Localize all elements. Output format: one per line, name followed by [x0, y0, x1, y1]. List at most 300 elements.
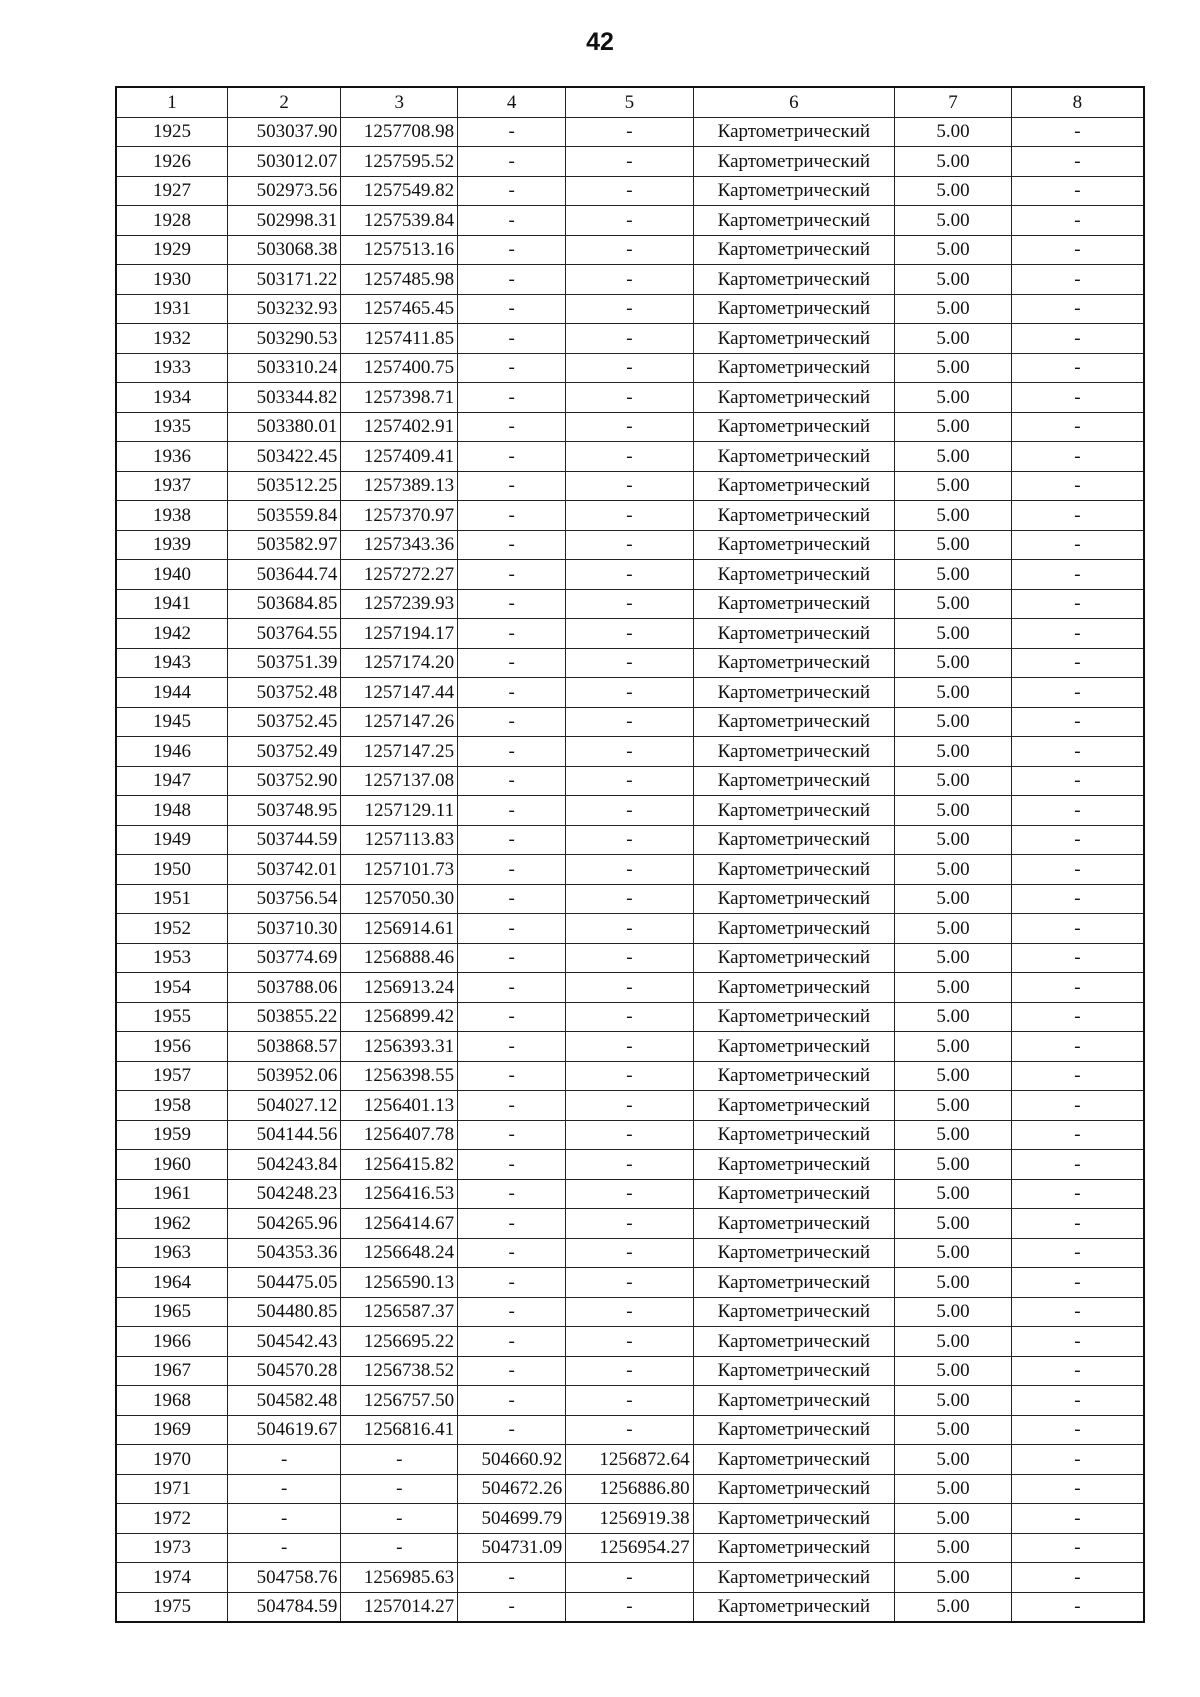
cell-point-number: 1971	[116, 1474, 227, 1504]
cell-point-number: 1972	[116, 1504, 227, 1534]
cell-x-coord-new: -	[458, 353, 566, 383]
cell-method: Картометрический	[693, 1327, 895, 1357]
cell-method: Картометрический	[693, 884, 895, 914]
table-row	[116, 1504, 1144, 1534]
cell-x-coord-existing: 503744.59	[227, 825, 341, 855]
cell-x-coord-new: -	[458, 1356, 566, 1386]
cell-note: -	[1011, 943, 1144, 973]
page-number: 42	[586, 28, 614, 56]
cell-point-number: 1959	[116, 1120, 227, 1150]
cell-x-coord-existing: 503855.22	[227, 1002, 341, 1032]
cell-x-coord-existing: 504480.85	[227, 1297, 341, 1327]
cell-x-coord-existing: 503756.54	[227, 884, 341, 914]
cell-point-number: 1928	[116, 206, 227, 236]
cell-x-coord-new: -	[458, 1238, 566, 1268]
cell-note: -	[1011, 1563, 1144, 1593]
cell-y-coord-new: 1256919.38	[566, 1504, 693, 1534]
cell-x-coord-existing: 504265.96	[227, 1209, 341, 1239]
cell-y-coord-existing: 1256416.53	[341, 1179, 458, 1209]
cell-point-number: 1947	[116, 766, 227, 796]
cell-y-coord-new: -	[566, 589, 693, 619]
cell-y-coord-existing: 1256398.55	[341, 1061, 458, 1091]
cell-x-coord-new: -	[458, 766, 566, 796]
cell-point-number: 1943	[116, 648, 227, 678]
cell-y-coord-new: -	[566, 235, 693, 265]
cell-point-number: 1945	[116, 707, 227, 737]
cell-accuracy: 5.00	[895, 1415, 1012, 1445]
cell-y-coord-new: -	[566, 1327, 693, 1357]
cell-accuracy: 5.00	[895, 530, 1012, 560]
table-row	[116, 206, 1144, 236]
table-row	[116, 1120, 1144, 1150]
cell-point-number: 1941	[116, 589, 227, 619]
cell-y-coord-existing: 1257402.91	[341, 412, 458, 442]
cell-x-coord-existing: 503171.22	[227, 265, 341, 295]
table-row	[116, 1445, 1144, 1475]
cell-method: Картометрический	[693, 560, 895, 590]
cell-x-coord-new: -	[458, 1061, 566, 1091]
cell-x-coord-new: -	[458, 530, 566, 560]
cell-method: Картометрический	[693, 471, 895, 501]
cell-accuracy: 5.00	[895, 1179, 1012, 1209]
table-row	[116, 914, 1144, 944]
table-row	[116, 1563, 1144, 1593]
cell-point-number: 1967	[116, 1356, 227, 1386]
cell-x-coord-new: -	[458, 1415, 566, 1445]
cell-accuracy: 5.00	[895, 1445, 1012, 1475]
cell-y-coord-existing: 1257194.17	[341, 619, 458, 649]
table-row	[116, 501, 1144, 531]
table-row	[116, 265, 1144, 295]
cell-y-coord-new: 1256954.27	[566, 1533, 693, 1563]
cell-x-coord-new: -	[458, 1563, 566, 1593]
cell-y-coord-new: -	[566, 855, 693, 885]
cell-method: Картометрический	[693, 1150, 895, 1180]
cell-y-coord-new: -	[566, 147, 693, 177]
cell-note: -	[1011, 353, 1144, 383]
cell-y-coord-existing: 1257708.98	[341, 117, 458, 147]
cell-method: Картометрический	[693, 206, 895, 236]
cell-point-number: 1973	[116, 1533, 227, 1563]
cell-point-number: 1951	[116, 884, 227, 914]
cell-method: Картометрический	[693, 943, 895, 973]
cell-point-number: 1953	[116, 943, 227, 973]
cell-x-coord-new: -	[458, 1209, 566, 1239]
cell-point-number: 1963	[116, 1238, 227, 1268]
cell-point-number: 1948	[116, 796, 227, 826]
cell-x-coord-existing: -	[227, 1445, 341, 1475]
cell-x-coord-new: -	[458, 383, 566, 413]
cell-y-coord-existing: 1256414.67	[341, 1209, 458, 1239]
header-row	[116, 87, 1144, 117]
cell-accuracy: 5.00	[895, 1327, 1012, 1357]
cell-note: -	[1011, 1032, 1144, 1062]
table-row	[116, 1297, 1144, 1327]
cell-method: Картометрический	[693, 914, 895, 944]
cell-note: -	[1011, 1002, 1144, 1032]
cell-y-coord-existing: 1256648.24	[341, 1238, 458, 1268]
cell-note: -	[1011, 619, 1144, 649]
cell-y-coord-existing: -	[341, 1504, 458, 1534]
table-row	[116, 884, 1144, 914]
cell-accuracy: 5.00	[895, 560, 1012, 590]
cell-point-number: 1958	[116, 1091, 227, 1121]
cell-method: Картометрический	[693, 324, 895, 354]
cell-x-coord-existing: 502998.31	[227, 206, 341, 236]
cell-y-coord-new: -	[566, 737, 693, 767]
cell-y-coord-existing: 1256415.82	[341, 1150, 458, 1180]
cell-y-coord-new: -	[566, 1238, 693, 1268]
cell-note: -	[1011, 973, 1144, 1003]
table-row	[116, 471, 1144, 501]
cell-x-coord-new: 504672.26	[458, 1474, 566, 1504]
cell-point-number: 1934	[116, 383, 227, 413]
cell-x-coord-existing: 503752.45	[227, 707, 341, 737]
column-header-4: 4	[458, 87, 566, 117]
column-header-7: 7	[895, 87, 1012, 117]
cell-point-number: 1965	[116, 1297, 227, 1327]
cell-note: -	[1011, 1327, 1144, 1357]
cell-note: -	[1011, 1415, 1144, 1445]
cell-x-coord-new: -	[458, 117, 566, 147]
table-row	[116, 648, 1144, 678]
table-row	[116, 855, 1144, 885]
cell-point-number: 1929	[116, 235, 227, 265]
cell-method: Картометрический	[693, 1120, 895, 1150]
cell-x-coord-existing: 504475.05	[227, 1268, 341, 1298]
cell-y-coord-new: -	[566, 383, 693, 413]
cell-point-number: 1939	[116, 530, 227, 560]
cell-x-coord-existing: 504027.12	[227, 1091, 341, 1121]
cell-x-coord-existing: 503952.06	[227, 1061, 341, 1091]
table-row	[116, 707, 1144, 737]
cell-y-coord-existing: 1257113.83	[341, 825, 458, 855]
cell-method: Картометрический	[693, 412, 895, 442]
cell-y-coord-new: -	[566, 973, 693, 1003]
cell-x-coord-new: -	[458, 589, 566, 619]
cell-x-coord-existing: 503582.97	[227, 530, 341, 560]
cell-x-coord-existing: 503751.39	[227, 648, 341, 678]
cell-x-coord-new: -	[458, 914, 566, 944]
cell-method: Картометрический	[693, 1415, 895, 1445]
cell-note: -	[1011, 117, 1144, 147]
cell-point-number: 1968	[116, 1386, 227, 1416]
cell-note: -	[1011, 766, 1144, 796]
cell-accuracy: 5.00	[895, 855, 1012, 885]
cell-x-coord-new: -	[458, 1592, 566, 1622]
cell-y-coord-existing: 1256888.46	[341, 943, 458, 973]
cell-x-coord-new: -	[458, 678, 566, 708]
cell-note: -	[1011, 707, 1144, 737]
cell-note: -	[1011, 1504, 1144, 1534]
cell-y-coord-new: -	[566, 265, 693, 295]
cell-point-number: 1954	[116, 973, 227, 1003]
table-row	[116, 619, 1144, 649]
cell-y-coord-existing: 1257239.93	[341, 589, 458, 619]
cell-note: -	[1011, 1268, 1144, 1298]
cell-method: Картометрический	[693, 648, 895, 678]
cell-y-coord-existing: 1257595.52	[341, 147, 458, 177]
cell-y-coord-new: -	[566, 943, 693, 973]
cell-y-coord-new: -	[566, 176, 693, 206]
cell-x-coord-existing: 503037.90	[227, 117, 341, 147]
table-row	[116, 1032, 1144, 1062]
cell-x-coord-existing: 503748.95	[227, 796, 341, 826]
cell-x-coord-new: 504660.92	[458, 1445, 566, 1475]
cell-y-coord-new: -	[566, 648, 693, 678]
cell-y-coord-existing: 1257147.44	[341, 678, 458, 708]
cell-y-coord-existing: 1257389.13	[341, 471, 458, 501]
cell-accuracy: 5.00	[895, 206, 1012, 236]
cell-point-number: 1925	[116, 117, 227, 147]
cell-x-coord-existing: 503422.45	[227, 442, 341, 472]
cell-point-number: 1962	[116, 1209, 227, 1239]
table-row	[116, 294, 1144, 324]
cell-x-coord-new: -	[458, 1386, 566, 1416]
table-row	[116, 147, 1144, 177]
cell-accuracy: 5.00	[895, 589, 1012, 619]
table-row	[116, 1474, 1144, 1504]
cell-point-number: 1932	[116, 324, 227, 354]
cell-method: Картометрический	[693, 707, 895, 737]
cell-note: -	[1011, 471, 1144, 501]
cell-method: Картометрический	[693, 176, 895, 206]
cell-accuracy: 5.00	[895, 1474, 1012, 1504]
cell-y-coord-existing: 1257513.16	[341, 235, 458, 265]
cell-x-coord-existing: 503310.24	[227, 353, 341, 383]
cell-note: -	[1011, 1386, 1144, 1416]
cell-y-coord-existing: 1257400.75	[341, 353, 458, 383]
cell-x-coord-new: -	[458, 1327, 566, 1357]
table-row	[116, 973, 1144, 1003]
cell-y-coord-existing: 1256914.61	[341, 914, 458, 944]
cell-method: Картометрический	[693, 1356, 895, 1386]
cell-x-coord-existing: 503788.06	[227, 973, 341, 1003]
cell-point-number: 1960	[116, 1150, 227, 1180]
cell-y-coord-existing: 1256393.31	[341, 1032, 458, 1062]
cell-point-number: 1961	[116, 1179, 227, 1209]
cell-point-number: 1956	[116, 1032, 227, 1062]
table-row	[116, 560, 1144, 590]
cell-accuracy: 5.00	[895, 825, 1012, 855]
cell-x-coord-new: -	[458, 294, 566, 324]
cell-x-coord-existing: 503068.38	[227, 235, 341, 265]
table-row	[116, 1061, 1144, 1091]
cell-x-coord-existing: 504784.59	[227, 1592, 341, 1622]
cell-x-coord-existing: 503290.53	[227, 324, 341, 354]
cell-y-coord-new: 1256886.80	[566, 1474, 693, 1504]
table-row	[116, 796, 1144, 826]
cell-point-number: 1935	[116, 412, 227, 442]
cell-note: -	[1011, 412, 1144, 442]
cell-y-coord-existing: -	[341, 1445, 458, 1475]
cell-x-coord-existing: 503644.74	[227, 560, 341, 590]
cell-accuracy: 5.00	[895, 1533, 1012, 1563]
cell-accuracy: 5.00	[895, 619, 1012, 649]
cell-note: -	[1011, 265, 1144, 295]
column-header-2: 2	[227, 87, 341, 117]
table-row	[116, 1327, 1144, 1357]
cell-y-coord-existing: -	[341, 1533, 458, 1563]
cell-y-coord-existing: 1257137.08	[341, 766, 458, 796]
cell-x-coord-new: -	[458, 1091, 566, 1121]
cell-x-coord-new: -	[458, 1150, 566, 1180]
cell-accuracy: 5.00	[895, 294, 1012, 324]
cell-y-coord-new: -	[566, 1032, 693, 1062]
table-row	[116, 1533, 1144, 1563]
cell-y-coord-new: -	[566, 412, 693, 442]
table-row	[116, 1179, 1144, 1209]
cell-y-coord-existing: 1257129.11	[341, 796, 458, 826]
cell-note: -	[1011, 1061, 1144, 1091]
cell-x-coord-new: -	[458, 973, 566, 1003]
cell-y-coord-new: -	[566, 1209, 693, 1239]
cell-x-coord-new: -	[458, 265, 566, 295]
table-row	[116, 943, 1144, 973]
cell-y-coord-new: -	[566, 1563, 693, 1593]
cell-y-coord-new: -	[566, 1150, 693, 1180]
cell-x-coord-existing: 504570.28	[227, 1356, 341, 1386]
cell-y-coord-new: -	[566, 707, 693, 737]
cell-y-coord-new: -	[566, 560, 693, 590]
table-row	[116, 825, 1144, 855]
cell-note: -	[1011, 796, 1144, 826]
cell-accuracy: 5.00	[895, 1238, 1012, 1268]
cell-x-coord-existing: 503512.25	[227, 471, 341, 501]
cell-y-coord-existing: 1256757.50	[341, 1386, 458, 1416]
table-row	[116, 383, 1144, 413]
cell-accuracy: 5.00	[895, 1002, 1012, 1032]
cell-method: Картометрический	[693, 1061, 895, 1091]
cell-note: -	[1011, 206, 1144, 236]
cell-accuracy: 5.00	[895, 442, 1012, 472]
cell-y-coord-existing: 1257411.85	[341, 324, 458, 354]
cell-y-coord-new: -	[566, 825, 693, 855]
cell-accuracy: 5.00	[895, 176, 1012, 206]
cell-point-number: 1936	[116, 442, 227, 472]
cell-y-coord-existing: 1256695.22	[341, 1327, 458, 1357]
cell-method: Картометрический	[693, 383, 895, 413]
cell-y-coord-new: -	[566, 1002, 693, 1032]
cell-method: Картометрический	[693, 530, 895, 560]
cell-y-coord-new: -	[566, 1592, 693, 1622]
cell-y-coord-existing: 1256816.41	[341, 1415, 458, 1445]
cell-method: Картометрический	[693, 147, 895, 177]
cell-y-coord-existing: 1257050.30	[341, 884, 458, 914]
cell-y-coord-existing: 1257465.45	[341, 294, 458, 324]
cell-method: Картометрический	[693, 1238, 895, 1268]
cell-accuracy: 5.00	[895, 1120, 1012, 1150]
cell-x-coord-new: -	[458, 619, 566, 649]
cell-method: Картометрический	[693, 1504, 895, 1534]
cell-y-coord-new: -	[566, 766, 693, 796]
cell-method: Картометрический	[693, 1297, 895, 1327]
cell-x-coord-existing: 503764.55	[227, 619, 341, 649]
cell-note: -	[1011, 1179, 1144, 1209]
cell-method: Картометрический	[693, 1386, 895, 1416]
cell-note: -	[1011, 1238, 1144, 1268]
cell-accuracy: 5.00	[895, 471, 1012, 501]
cell-x-coord-existing: 503868.57	[227, 1032, 341, 1062]
cell-y-coord-existing: 1257409.41	[341, 442, 458, 472]
cell-x-coord-new: 504731.09	[458, 1533, 566, 1563]
cell-x-coord-existing: 503752.90	[227, 766, 341, 796]
cell-note: -	[1011, 176, 1144, 206]
cell-method: Картометрический	[693, 855, 895, 885]
cell-x-coord-existing: 504243.84	[227, 1150, 341, 1180]
cell-y-coord-existing: 1257272.27	[341, 560, 458, 590]
cell-accuracy: 5.00	[895, 707, 1012, 737]
cell-accuracy: 5.00	[895, 1150, 1012, 1180]
cell-x-coord-existing: 504144.56	[227, 1120, 341, 1150]
cell-method: Картометрический	[693, 589, 895, 619]
cell-y-coord-existing: 1257549.82	[341, 176, 458, 206]
table-row	[116, 678, 1144, 708]
cell-note: -	[1011, 1091, 1144, 1121]
cell-note: -	[1011, 235, 1144, 265]
cell-x-coord-new: -	[458, 471, 566, 501]
cell-note: -	[1011, 324, 1144, 354]
cell-point-number: 1930	[116, 265, 227, 295]
table-row	[116, 442, 1144, 472]
cell-accuracy: 5.00	[895, 1091, 1012, 1121]
cell-note: -	[1011, 914, 1144, 944]
cell-y-coord-existing: 1257147.25	[341, 737, 458, 767]
cell-accuracy: 5.00	[895, 1032, 1012, 1062]
cell-note: -	[1011, 884, 1144, 914]
cell-point-number: 1944	[116, 678, 227, 708]
cell-point-number: 1969	[116, 1415, 227, 1445]
cell-point-number: 1952	[116, 914, 227, 944]
cell-point-number: 1957	[116, 1061, 227, 1091]
cell-x-coord-new: -	[458, 943, 566, 973]
cell-note: -	[1011, 530, 1144, 560]
cell-x-coord-existing: -	[227, 1474, 341, 1504]
table-row	[116, 412, 1144, 442]
cell-accuracy: 5.00	[895, 1563, 1012, 1593]
cell-point-number: 1949	[116, 825, 227, 855]
cell-accuracy: 5.00	[895, 1592, 1012, 1622]
cell-accuracy: 5.00	[895, 737, 1012, 767]
cell-accuracy: 5.00	[895, 678, 1012, 708]
cell-accuracy: 5.00	[895, 796, 1012, 826]
cell-y-coord-existing: 1256738.52	[341, 1356, 458, 1386]
cell-point-number: 1940	[116, 560, 227, 590]
cell-y-coord-existing: 1256899.42	[341, 1002, 458, 1032]
cell-y-coord-new: -	[566, 471, 693, 501]
cell-y-coord-new: -	[566, 501, 693, 531]
cell-y-coord-existing: 1257485.98	[341, 265, 458, 295]
cell-x-coord-new: -	[458, 648, 566, 678]
cell-method: Картометрический	[693, 678, 895, 708]
cell-y-coord-new: -	[566, 1091, 693, 1121]
cell-x-coord-existing: 504353.36	[227, 1238, 341, 1268]
cell-x-coord-existing: 504758.76	[227, 1563, 341, 1593]
table-row	[116, 176, 1144, 206]
cell-accuracy: 5.00	[895, 117, 1012, 147]
cell-y-coord-new: -	[566, 353, 693, 383]
table-row	[116, 1268, 1144, 1298]
cell-note: -	[1011, 1150, 1144, 1180]
cell-y-coord-existing: 1257370.97	[341, 501, 458, 531]
cell-method: Картометрический	[693, 796, 895, 826]
cell-method: Картометрический	[693, 1002, 895, 1032]
table-row	[116, 1238, 1144, 1268]
cell-method: Картометрический	[693, 766, 895, 796]
table-row	[116, 1592, 1144, 1622]
cell-note: -	[1011, 1474, 1144, 1504]
cell-note: -	[1011, 442, 1144, 472]
